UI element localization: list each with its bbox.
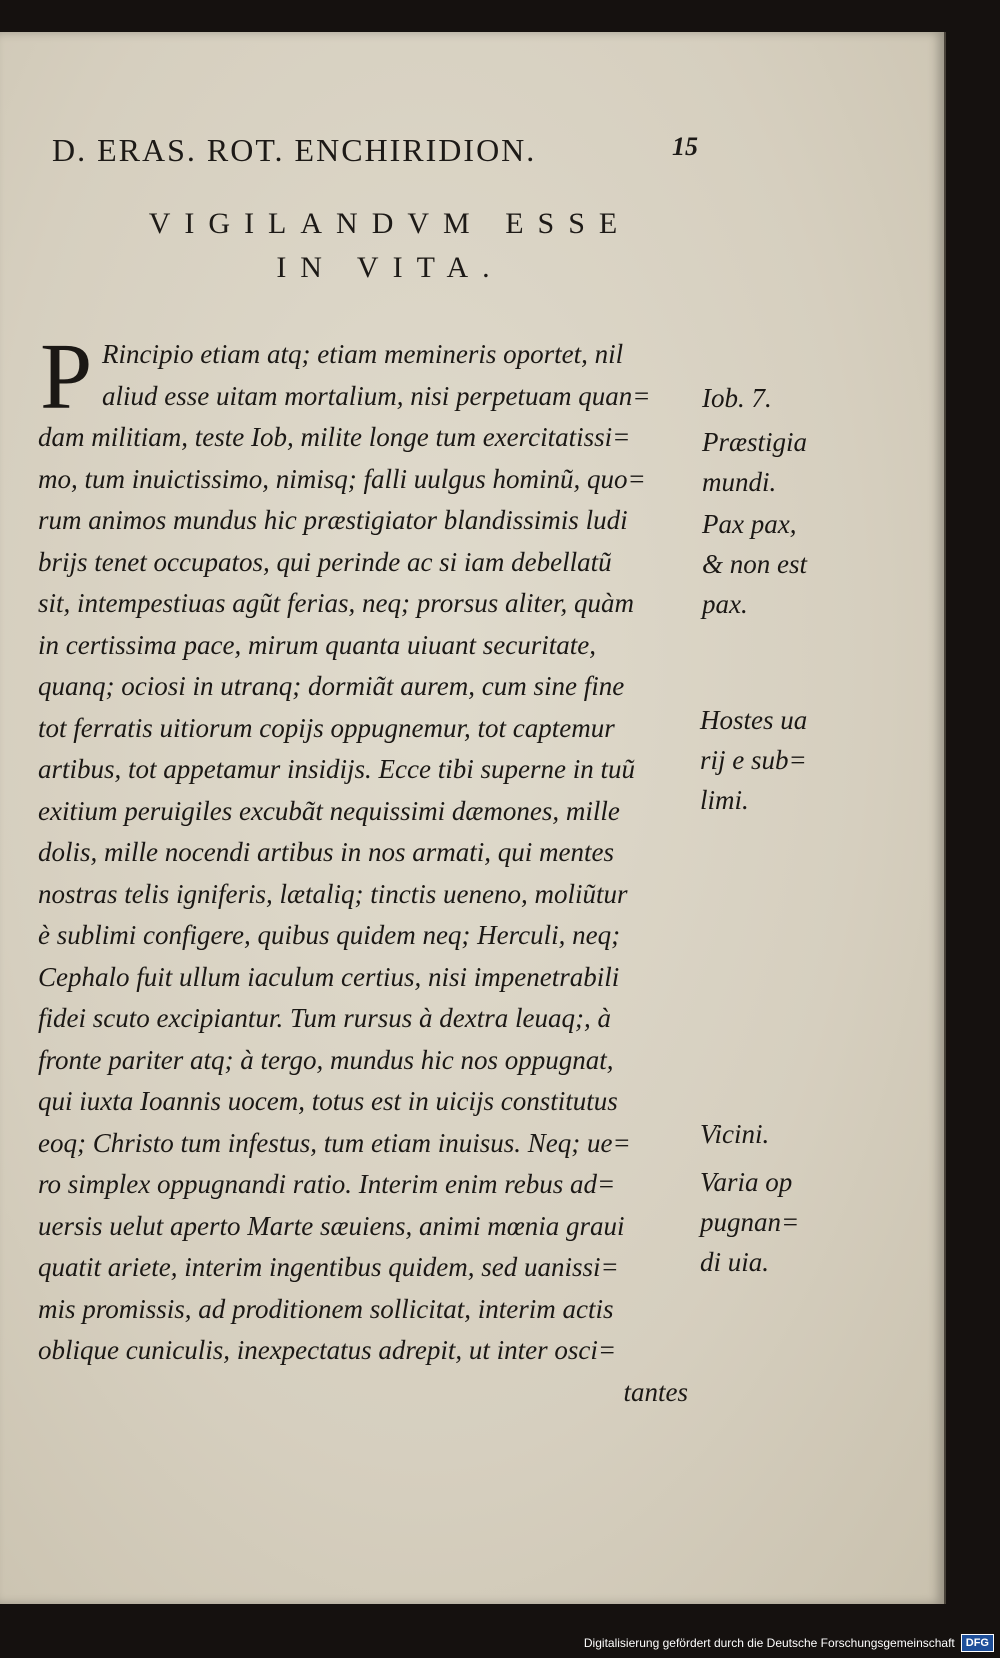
credit-text: Digitalisierung gefördert durch die Deutsche Forschungsgemeinschaft	[583, 1636, 955, 1650]
text-line: aliud esse uitam mortalium, nisi perpetuam quan=	[102, 380, 651, 411]
text-line: fronte pariter atq; à tergo, mundus hic nos oppugnat,	[38, 1044, 614, 1075]
margin-note-vicini	[700, 1114, 769, 1154]
margin-note-pax	[702, 504, 807, 624]
text-line: eoq; Christo tum infestus, tum etiam inuisus. Neq; ue=	[38, 1127, 631, 1158]
margin-note-line: pugnan=	[700, 1207, 800, 1237]
text-line: quanq; ociosi in utranq; dormiãt aurem, cum sine fine	[38, 671, 625, 701]
text-line: sit, intempestiuas agũt ferias, neq; prorsus aliter, quàm	[38, 588, 635, 618]
dfg-logo: DFG	[961, 1634, 994, 1652]
text-line: artibus, tot appetamur insidijs. Ecce tibi superne in tuũ	[38, 754, 635, 784]
margin-note-line: rij e sub=	[700, 745, 807, 775]
text-line: mis promissis, ad proditionem sollicitat, interim actis	[38, 1293, 614, 1324]
margin-note-line: di uia.	[700, 1247, 770, 1277]
folio-number: 15	[672, 132, 698, 161]
text-line: mo, tum inuictissimo, nimisq; falli uulgus hominũ, quo=	[38, 463, 646, 494]
margin-note-line: Iob. 7.	[702, 383, 772, 413]
text-line: oblique cuniculis, inexpectatus adrepit, ut inter osci=	[38, 1335, 617, 1365]
text-line: uersis uelut aperto Marte sæuiens, animi mœnia graui	[38, 1210, 625, 1241]
margin-note-line: Varia op	[700, 1167, 793, 1197]
book-page	[0, 32, 946, 1604]
text-line: brijs tenet occupatos, qui perinde ac si iam debellatũ	[38, 546, 612, 577]
text-line: dam militiam, teste Iob, milite longe tum exercitatissi=	[38, 422, 631, 452]
text-line: tot ferratis uitiorum copijs oppugnemur, tot captemur	[38, 712, 615, 743]
body-text	[38, 325, 688, 1413]
running-title: D. ERAS. ROT. ENCHIRIDION.	[52, 132, 537, 168]
margin-note-line: Præstigia	[702, 427, 808, 457]
margin-note-line: Vicini.	[700, 1119, 770, 1149]
catchword: tantes	[623, 1376, 688, 1407]
margin-note-varia	[700, 1162, 799, 1282]
chapter-title-line-1: VIGILANDVM ESSE	[148, 207, 632, 240]
text-line: quatit ariete, interim ingentibus quidem, sed uanissi=	[38, 1252, 619, 1282]
chapter-title	[110, 202, 670, 290]
text-line: in certissima pace, mirum quanta uiuant securitate,	[38, 629, 596, 660]
margin-note-job	[702, 378, 772, 418]
text-line: nostras telis igniferis, lætaliq; tinctis ueneno, moliũtur	[38, 878, 628, 909]
text-line: ro simplex oppugnandi ratio. Interim enim rebus ad=	[38, 1169, 616, 1199]
margin-note-line: limi.	[700, 785, 749, 815]
text-line: Rincipio etiam atq; etiam memineris oportet, nil	[102, 339, 624, 369]
margin-note-line: & non est	[702, 549, 807, 579]
drop-capital: P	[40, 325, 93, 429]
digitization-credit	[584, 1632, 994, 1654]
text-line: fidei scuto excipiantur. Tum rursus à dextra leuaq;, à	[38, 1003, 611, 1033]
text-line: rum animos mundus hic præstigiator blandissimis ludi	[38, 505, 628, 535]
margin-note-line: Pax pax,	[702, 509, 797, 539]
margin-note-hostes	[700, 700, 807, 820]
margin-note-line: mundi.	[702, 467, 777, 497]
margin-note-line: pax.	[702, 589, 748, 619]
text-line: è sublimi configere, quibus quidem neq; Herculi, neq;	[38, 920, 621, 950]
chapter-title-line-2: IN VITA.	[276, 251, 504, 284]
text-line: qui iuxta Ioannis uocem, totus est in uicijs constitutus	[38, 1086, 618, 1116]
text-line: exitium peruigiles excubãt nequissimi dæmones, mille	[38, 795, 620, 826]
text-line: dolis, mille nocendi artibus in nos armati, qui mentes	[38, 837, 614, 867]
margin-note-line: Hostes ua	[700, 705, 808, 735]
margin-note-praestigia	[702, 422, 807, 502]
text-line: Cephalo fuit ullum iaculum certius, nisi impenetrabili	[38, 961, 620, 992]
